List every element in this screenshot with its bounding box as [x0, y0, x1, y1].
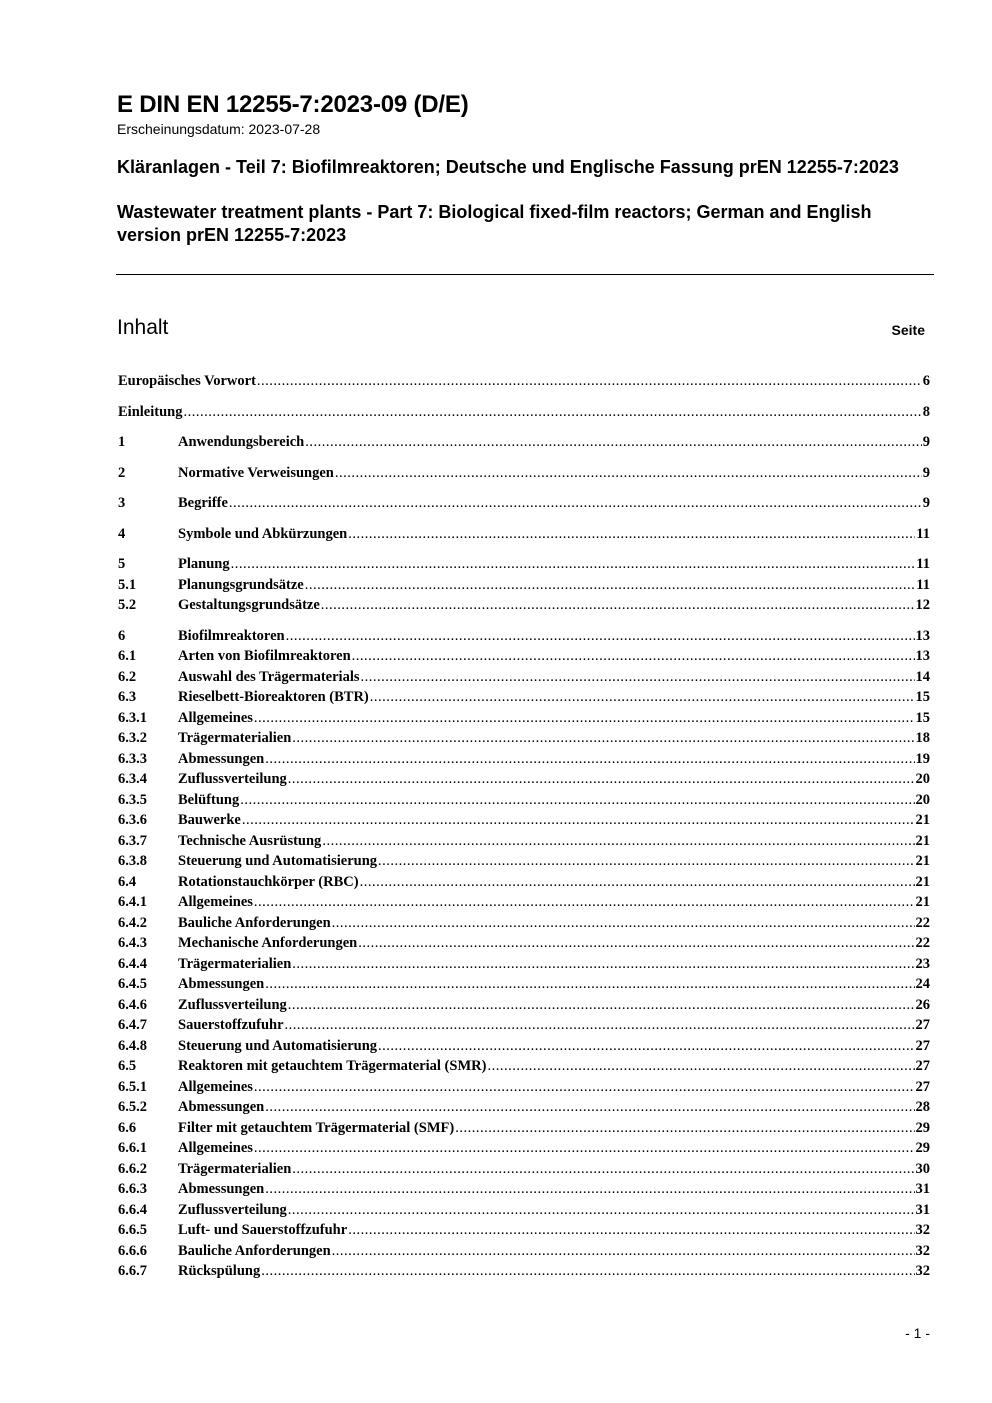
toc-entry-number: 6.4.3 — [118, 935, 147, 951]
toc-entry-title: Trägermaterialien — [178, 730, 292, 746]
toc-entry[interactable] — [118, 595, 930, 616]
toc-entry-number: 6.3.4 — [118, 771, 147, 787]
toc-entry-page: 23 — [915, 955, 930, 972]
toc-entry-number: 6.3.2 — [118, 730, 147, 746]
title-english: Wastewater treatment plants - Part 7: Biological fixed-film reactors; German and English version prEN 12255-7:2023 — [117, 202, 872, 245]
toc-entry[interactable] — [118, 1015, 930, 1036]
toc-entry-number: 6.4.6 — [118, 996, 147, 1013]
toc-entry-page: 21 — [915, 894, 930, 910]
toc-entry-title: Allgemeines — [178, 1078, 253, 1095]
toc-dot-leader — [305, 432, 922, 453]
toc-dot-leader — [352, 646, 915, 667]
toc-dot-leader — [455, 1118, 914, 1139]
toc-dot-leader — [285, 1015, 915, 1036]
toc-entry-title: Bauwerke — [178, 812, 241, 828]
toc-entry-number: 6.6.5 — [118, 1222, 147, 1238]
toc-entry-title: Abmessungen — [178, 1099, 265, 1115]
toc-entry-page: 11 — [916, 556, 930, 572]
publication-date: Erscheinungsdatum: 2023-07-28 — [117, 121, 321, 137]
toc-entry-number: 6.3.1 — [118, 709, 147, 726]
toc-entry-page: 20 — [915, 791, 930, 808]
toc-dot-leader — [321, 595, 915, 616]
toc-entry-number: 5.2 — [118, 597, 137, 613]
toc-entry[interactable] — [118, 708, 930, 729]
toc-entry[interactable] — [118, 974, 930, 995]
toc-dot-leader — [265, 1097, 914, 1118]
toc-entry-title: Planungsgrundsätze — [178, 576, 304, 593]
toc-entry-number: 6.3.8 — [118, 853, 147, 869]
toc-dot-leader — [231, 554, 916, 575]
toc-entry-page: 9 — [922, 495, 930, 511]
toc-entry-page: 29 — [915, 1140, 930, 1156]
toc-entry-number: 6.4 — [118, 873, 137, 890]
toc-entry-page: 15 — [915, 709, 930, 726]
toc-entry-page: 19 — [915, 750, 930, 767]
toc-entry-number: 6.6.2 — [118, 1160, 147, 1177]
title-german: Kläranlagen - Teil 7: Biofilmreaktoren; Deutsche und Englische Fassung prEN 12255-7:2023 — [117, 157, 899, 177]
toc-entry-page: 27 — [915, 1058, 930, 1074]
toc-entry-page: 20 — [915, 771, 930, 787]
toc-dot-leader — [292, 728, 914, 749]
toc-entry-title: Gestaltungsgrundsätze — [178, 597, 320, 613]
toc-entry-title: Zuflussverteilung — [178, 1201, 287, 1218]
toc-dot-leader — [242, 810, 915, 831]
toc-entry-page: 14 — [915, 668, 930, 685]
toc-entry-title: Abmessungen — [178, 1181, 265, 1197]
toc-entry-title: Rieselbett-Bioreaktoren (BTR) — [178, 689, 369, 705]
toc-entry[interactable] — [118, 769, 930, 790]
toc-entry-page: 11 — [916, 525, 930, 542]
toc-entry-title: Luft- und Sauerstoffzufuhr — [178, 1222, 348, 1238]
toc-entry[interactable] — [118, 1179, 930, 1200]
toc-entry-title: Einleitung — [118, 403, 183, 420]
toc-entry-page: 28 — [915, 1099, 930, 1115]
toc-entry[interactable] — [118, 872, 930, 893]
toc-entry-number: 4 — [118, 525, 126, 542]
toc-entry-page: 27 — [915, 1037, 930, 1054]
toc-entry[interactable] — [118, 728, 930, 749]
toc-entry[interactable] — [118, 995, 930, 1016]
toc-entry-number: 6.4.2 — [118, 914, 147, 931]
toc-entry-title: Rotationstauchkörper (RBC) — [178, 873, 359, 890]
toc-dot-leader — [348, 524, 915, 545]
toc-entry[interactable] — [118, 851, 930, 872]
toc-dot-leader — [254, 892, 915, 913]
toc-dot-leader — [254, 1138, 915, 1159]
toc-entry-title: Symbole und Abkürzungen — [178, 525, 348, 542]
toc-dot-leader — [288, 995, 915, 1016]
toc-dot-leader — [265, 974, 914, 995]
toc-entry[interactable] — [118, 575, 930, 596]
toc-entry-page: 32 — [915, 1263, 930, 1279]
toc-entry-page: 8 — [922, 403, 930, 420]
toc-dot-leader — [332, 1241, 915, 1262]
toc-entry[interactable] — [118, 1200, 930, 1221]
table-of-contents — [118, 371, 930, 1282]
toc-entry[interactable] — [118, 1056, 930, 1077]
toc-dot-leader — [360, 872, 915, 893]
toc-dot-leader — [370, 687, 915, 708]
title-divider — [116, 274, 934, 275]
page-number: - 1 - — [905, 1325, 930, 1341]
toc-entry[interactable] — [118, 402, 930, 423]
toc-entry[interactable] — [118, 371, 930, 392]
toc-entry[interactable] — [118, 554, 930, 575]
toc-entry-title: Technische Ausrüstung — [178, 832, 322, 849]
toc-dot-leader — [254, 1077, 915, 1098]
toc-entry-number: 6.6.1 — [118, 1140, 147, 1156]
toc-entry-page: 6 — [922, 373, 930, 389]
toc-dot-leader — [335, 463, 922, 484]
toc-entry-number: 6.3.3 — [118, 750, 147, 767]
toc-dot-leader — [183, 402, 921, 423]
toc-heading: Inhalt — [117, 316, 169, 339]
toc-entry-title: Filter mit getauchtem Trägermaterial (SMF) — [178, 1119, 455, 1136]
toc-entry[interactable] — [118, 1241, 930, 1262]
toc-entry-number: 6.4.5 — [118, 976, 147, 992]
document-header — [117, 90, 934, 247]
toc-entry-page: 21 — [915, 873, 930, 890]
toc-entry[interactable] — [118, 524, 930, 545]
toc-dot-leader — [358, 933, 914, 954]
toc-entry[interactable] — [118, 1220, 930, 1241]
toc-dot-leader — [378, 851, 914, 872]
toc-entry[interactable] — [118, 646, 930, 667]
toc-entry-page: 21 — [915, 812, 930, 828]
toc-dot-leader — [265, 1179, 914, 1200]
toc-entry-page: 27 — [915, 1078, 930, 1095]
toc-entry[interactable] — [118, 667, 930, 688]
toc-entry-page: 18 — [915, 730, 930, 746]
toc-entry[interactable] — [118, 1036, 930, 1057]
toc-dot-leader — [261, 1261, 914, 1282]
toc-entry-title: Planung — [178, 556, 230, 572]
toc-entry[interactable] — [118, 810, 930, 831]
toc-entry-title: Abmessungen — [178, 976, 265, 992]
toc-entry-page: 9 — [922, 464, 930, 481]
toc-entry-title: Trägermaterialien — [178, 955, 292, 972]
toc-entry-title: Begriffe — [178, 495, 228, 511]
toc-dot-leader — [265, 749, 914, 770]
toc-entry-number: 6.4.4 — [118, 955, 147, 972]
toc-entry-title: Bauliche Anforderungen — [178, 1242, 331, 1259]
toc-entry-title: Trägermaterialien — [178, 1160, 292, 1177]
toc-entry[interactable] — [118, 1138, 930, 1159]
toc-entry-number: 6.4.7 — [118, 1017, 147, 1033]
toc-entry[interactable] — [118, 432, 930, 453]
toc-entry-title: Abmessungen — [178, 750, 265, 767]
toc-entry-page: 32 — [915, 1242, 930, 1259]
toc-entry-number: 6.5 — [118, 1058, 137, 1074]
toc-entry[interactable] — [118, 954, 930, 975]
toc-entry-title: Zuflussverteilung — [178, 771, 287, 787]
toc-entry-number: 6.4.8 — [118, 1037, 147, 1054]
toc-entry-number: 6.1 — [118, 648, 137, 664]
toc-dot-leader — [305, 575, 916, 596]
toc-entry-title: Normative Verweisungen — [178, 464, 334, 481]
toc-entry-number: 5.1 — [118, 576, 137, 593]
toc-entry-number: 6.3.5 — [118, 791, 147, 808]
toc-entry-page: 12 — [915, 597, 930, 613]
toc-dot-leader — [257, 371, 922, 392]
toc-entry[interactable] — [118, 1261, 930, 1282]
toc-dot-leader — [332, 913, 915, 934]
toc-dot-leader — [378, 1036, 914, 1057]
toc-entry[interactable] — [118, 749, 930, 770]
toc-dot-leader — [487, 1056, 914, 1077]
toc-entry-number: 6.5.1 — [118, 1078, 147, 1095]
toc-dot-leader — [292, 1159, 914, 1180]
toc-entry[interactable] — [118, 687, 930, 708]
toc-entry-number: 6.3 — [118, 689, 137, 705]
toc-entry-number: 6.5.2 — [118, 1099, 147, 1115]
toc-entry[interactable] — [118, 493, 930, 514]
toc-entry[interactable] — [118, 913, 930, 934]
toc-entry-page: 22 — [915, 914, 930, 931]
toc-entry-title: Sauerstoffzufuhr — [178, 1017, 284, 1033]
toc-dot-leader — [229, 493, 922, 514]
toc-entry-page: 13 — [915, 627, 930, 644]
toc-entry-title: Allgemeines — [178, 894, 253, 910]
toc-entry-page: 11 — [916, 576, 930, 593]
toc-entry-title: Rückspülung — [178, 1263, 261, 1279]
toc-entry-number: 5 — [118, 556, 126, 572]
toc-dot-leader — [322, 831, 914, 852]
toc-entry-title: Biofilmreaktoren — [178, 627, 285, 644]
toc-entry-page: 30 — [915, 1160, 930, 1177]
toc-entry-number: 6.6.6 — [118, 1242, 147, 1259]
toc-entry[interactable] — [118, 933, 930, 954]
toc-entry-number: 6 — [118, 627, 126, 644]
toc-entry-page: 9 — [922, 434, 930, 450]
toc-entry-number: 6.2 — [118, 668, 137, 685]
toc-entry[interactable] — [118, 626, 930, 647]
toc-entry-title: Europäisches Vorwort — [118, 373, 256, 389]
toc-entry[interactable] — [118, 831, 930, 852]
toc-entry-number: 6.4.1 — [118, 894, 147, 910]
toc-entry-title: Allgemeines — [178, 709, 253, 726]
toc-dot-leader — [288, 1200, 915, 1221]
toc-page-label: Seite — [891, 322, 925, 338]
toc-entry-page: 31 — [915, 1201, 930, 1218]
toc-entry-number: 6.3.7 — [118, 832, 147, 849]
toc-entry-title: Mechanische Anforderungen — [178, 935, 358, 951]
toc-dot-leader — [292, 954, 914, 975]
toc-entry-title: Belüftung — [178, 791, 240, 808]
toc-dot-leader — [240, 790, 914, 811]
toc-entry[interactable] — [118, 892, 930, 913]
toc-dot-leader — [361, 667, 915, 688]
toc-entry-page: 29 — [915, 1119, 930, 1136]
toc-entry-title: Auswahl des Trägermaterials — [178, 668, 360, 685]
toc-dot-leader — [254, 708, 915, 729]
toc-entry-page: 24 — [915, 976, 930, 992]
toc-entry-number: 6.3.6 — [118, 812, 147, 828]
toc-entry-number: 6.6 — [118, 1119, 137, 1136]
toc-entry-page: 26 — [915, 996, 930, 1013]
toc-entry-page: 27 — [915, 1017, 930, 1033]
toc-entry-number: 6.6.4 — [118, 1201, 147, 1218]
toc-entry-title: Steuerung und Automatisierung — [178, 853, 378, 869]
toc-entry-page: 21 — [915, 853, 930, 869]
toc-entry-page: 15 — [915, 689, 930, 705]
toc-entry[interactable] — [118, 1077, 930, 1098]
toc-entry-title: Allgemeines — [178, 1140, 253, 1156]
toc-entry-page: 32 — [915, 1222, 930, 1238]
toc-entry-page: 31 — [915, 1181, 930, 1197]
toc-entry[interactable] — [118, 1159, 930, 1180]
toc-entry-page: 13 — [915, 648, 930, 664]
toc-entry-title: Bauliche Anforderungen — [178, 914, 331, 931]
toc-dot-leader — [348, 1220, 914, 1241]
document-id: E DIN EN 12255-7:2023-09 (D/E) — [117, 91, 469, 118]
toc-entry-title: Arten von Biofilmreaktoren — [178, 648, 351, 664]
toc-entry[interactable] — [118, 1118, 930, 1139]
toc-entry-number: 6.6.7 — [118, 1263, 147, 1279]
toc-entry-title: Reaktoren mit getauchtem Trägermaterial (SMR) — [178, 1058, 487, 1074]
toc-entry-title: Steuerung und Automatisierung — [178, 1037, 378, 1054]
toc-entry-number: 6.6.3 — [118, 1181, 147, 1197]
toc-entry[interactable] — [118, 1097, 930, 1118]
toc-entry-page: 22 — [915, 935, 930, 951]
toc-entry[interactable] — [118, 463, 930, 484]
toc-entry-title: Anwendungsbereich — [178, 434, 305, 450]
toc-entry-number: 3 — [118, 495, 126, 511]
toc-entry[interactable] — [118, 790, 930, 811]
toc-entry-title: Zuflussverteilung — [178, 996, 287, 1013]
toc-entry-page: 21 — [915, 832, 930, 849]
toc-entry-number: 2 — [118, 464, 126, 481]
toc-dot-leader — [288, 769, 915, 790]
toc-dot-leader — [286, 626, 915, 647]
toc-entry-number: 1 — [118, 434, 126, 450]
